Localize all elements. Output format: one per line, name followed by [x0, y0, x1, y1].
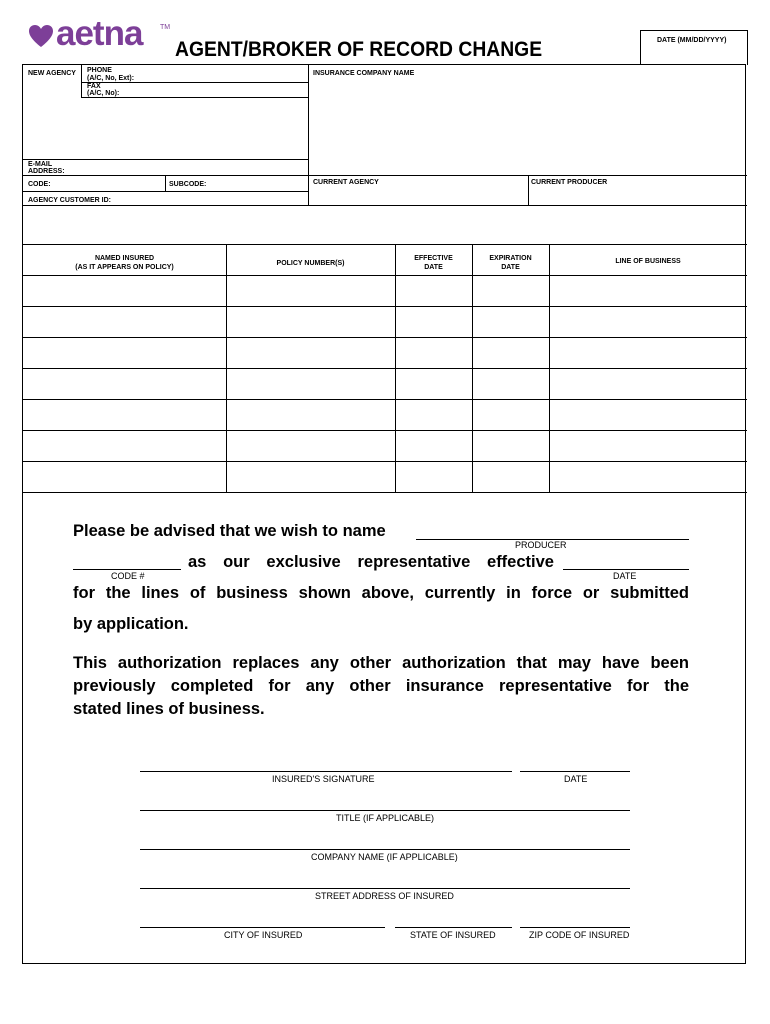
- column-header-expiration-date: EXPIRATION DATE: [489, 255, 532, 271]
- statement-line-4: by application.: [73, 615, 189, 633]
- aetna-logo: [28, 14, 173, 54]
- column-header-effective-date: EFFECTIVE DATE: [414, 255, 453, 271]
- logo-trademark: TM: [160, 24, 171, 31]
- table-row[interactable]: [23, 492, 747, 493]
- column-header-named-insured: NAMED INSURED (AS IT APPEARS ON POLICY): [75, 255, 174, 271]
- state-input[interactable]: [395, 927, 512, 928]
- authorization-line-2: previously completed for any other insurance representative for the: [73, 677, 689, 695]
- date-label: DATE (MM/DD/YYYY): [657, 37, 727, 44]
- signature-date-input[interactable]: [520, 771, 630, 772]
- subcode-field[interactable]: [208, 177, 306, 191]
- divider: [23, 244, 747, 245]
- divider: [165, 175, 166, 191]
- divider: [528, 175, 529, 205]
- table-row[interactable]: [23, 399, 747, 400]
- table-row[interactable]: [23, 461, 747, 462]
- heart-icon: [28, 24, 54, 50]
- page-title: AGENT/BROKER OF RECORD CHANGE: [175, 38, 543, 61]
- insured-signature-input[interactable]: [140, 771, 512, 772]
- street-address-caption: STREET ADDRESS OF INSURED: [315, 891, 454, 901]
- divider: [23, 275, 747, 276]
- table-row[interactable]: [23, 337, 747, 338]
- producer-caption: PRODUCER: [515, 540, 567, 550]
- divider: [23, 175, 747, 176]
- current-producer-field[interactable]: [531, 188, 743, 204]
- city-input[interactable]: [140, 927, 385, 928]
- code-field[interactable]: [58, 177, 163, 191]
- zip-code-caption: ZIP CODE OF INSURED: [529, 930, 630, 940]
- email-label: E-MAIL: [28, 161, 53, 168]
- current-agency-field[interactable]: [311, 188, 527, 204]
- table-row[interactable]: [23, 306, 747, 307]
- statement-line-3: for the lines of business shown above, currently in force or submitted: [73, 584, 689, 602]
- title-input[interactable]: [140, 810, 630, 811]
- effective-date-caption: DATE: [613, 571, 637, 581]
- fax-field[interactable]: [173, 83, 307, 96]
- insurance-company-field[interactable]: [311, 79, 743, 172]
- statement-line-2: as our exclusive representative effective: [188, 553, 554, 571]
- insured-signature-caption: INSURED'S SIGNATURE: [272, 774, 375, 784]
- current-producer-label: CURRENT PRODUCER: [531, 179, 608, 186]
- new-agency-label: NEW AGENCY: [28, 70, 76, 77]
- insurance-company-label: INSURANCE COMPANY NAME: [313, 70, 415, 77]
- effective-date-input[interactable]: [563, 569, 689, 570]
- phone-sub-label: (A/C, No, Ext):: [87, 75, 135, 82]
- customer-id-field[interactable]: [118, 193, 306, 205]
- new-agency-field[interactable]: [25, 99, 307, 157]
- company-name-input[interactable]: [140, 849, 630, 850]
- divider: [23, 191, 308, 192]
- company-name-caption: COMPANY NAME (IF APPLICABLE): [311, 852, 458, 862]
- table-row[interactable]: [23, 430, 747, 431]
- fax-label: FAX: [87, 83, 101, 90]
- city-caption: CITY OF INSURED: [224, 930, 303, 940]
- code-number-input[interactable]: [73, 569, 181, 570]
- subcode-label: SUBCODE:: [169, 181, 207, 188]
- authorization-line-1: This authorization replaces any other authorization that may have been: [73, 654, 689, 672]
- customer-id-label: AGENCY CUSTOMER ID:: [28, 197, 111, 204]
- phone-field[interactable]: [173, 66, 307, 81]
- divider: [23, 205, 747, 206]
- record-change-form: [22, 64, 746, 964]
- table-row[interactable]: [23, 368, 747, 369]
- date-field[interactable]: [640, 30, 748, 65]
- column-header-policy-number: POLICY NUMBER(S): [276, 260, 345, 267]
- code-label: CODE:: [28, 181, 51, 188]
- authorization-line-3: stated lines of business.: [73, 700, 265, 718]
- street-address-input[interactable]: [140, 888, 630, 889]
- code-number-caption: CODE #: [111, 571, 145, 581]
- email-label-2: ADDRESS:: [28, 168, 65, 175]
- phone-label: PHONE: [87, 67, 112, 74]
- zip-code-input[interactable]: [520, 927, 630, 928]
- current-agency-label: CURRENT AGENCY: [313, 179, 379, 186]
- statement-line-1: Please be advised that we wish to name: [73, 522, 386, 540]
- title-caption: TITLE (IF APPLICABLE): [336, 813, 435, 823]
- divider: [81, 97, 308, 98]
- signature-date-caption: DATE: [564, 774, 588, 784]
- email-field[interactable]: [83, 160, 307, 174]
- column-header-line-of-business: LINE OF BUSINESS: [615, 258, 681, 265]
- fax-sub-label: (A/C, No):: [87, 90, 120, 97]
- divider: [81, 65, 82, 97]
- state-caption: STATE OF INSURED: [410, 930, 496, 940]
- logo-wordmark: aetna: [56, 14, 143, 53]
- divider: [308, 65, 309, 205]
